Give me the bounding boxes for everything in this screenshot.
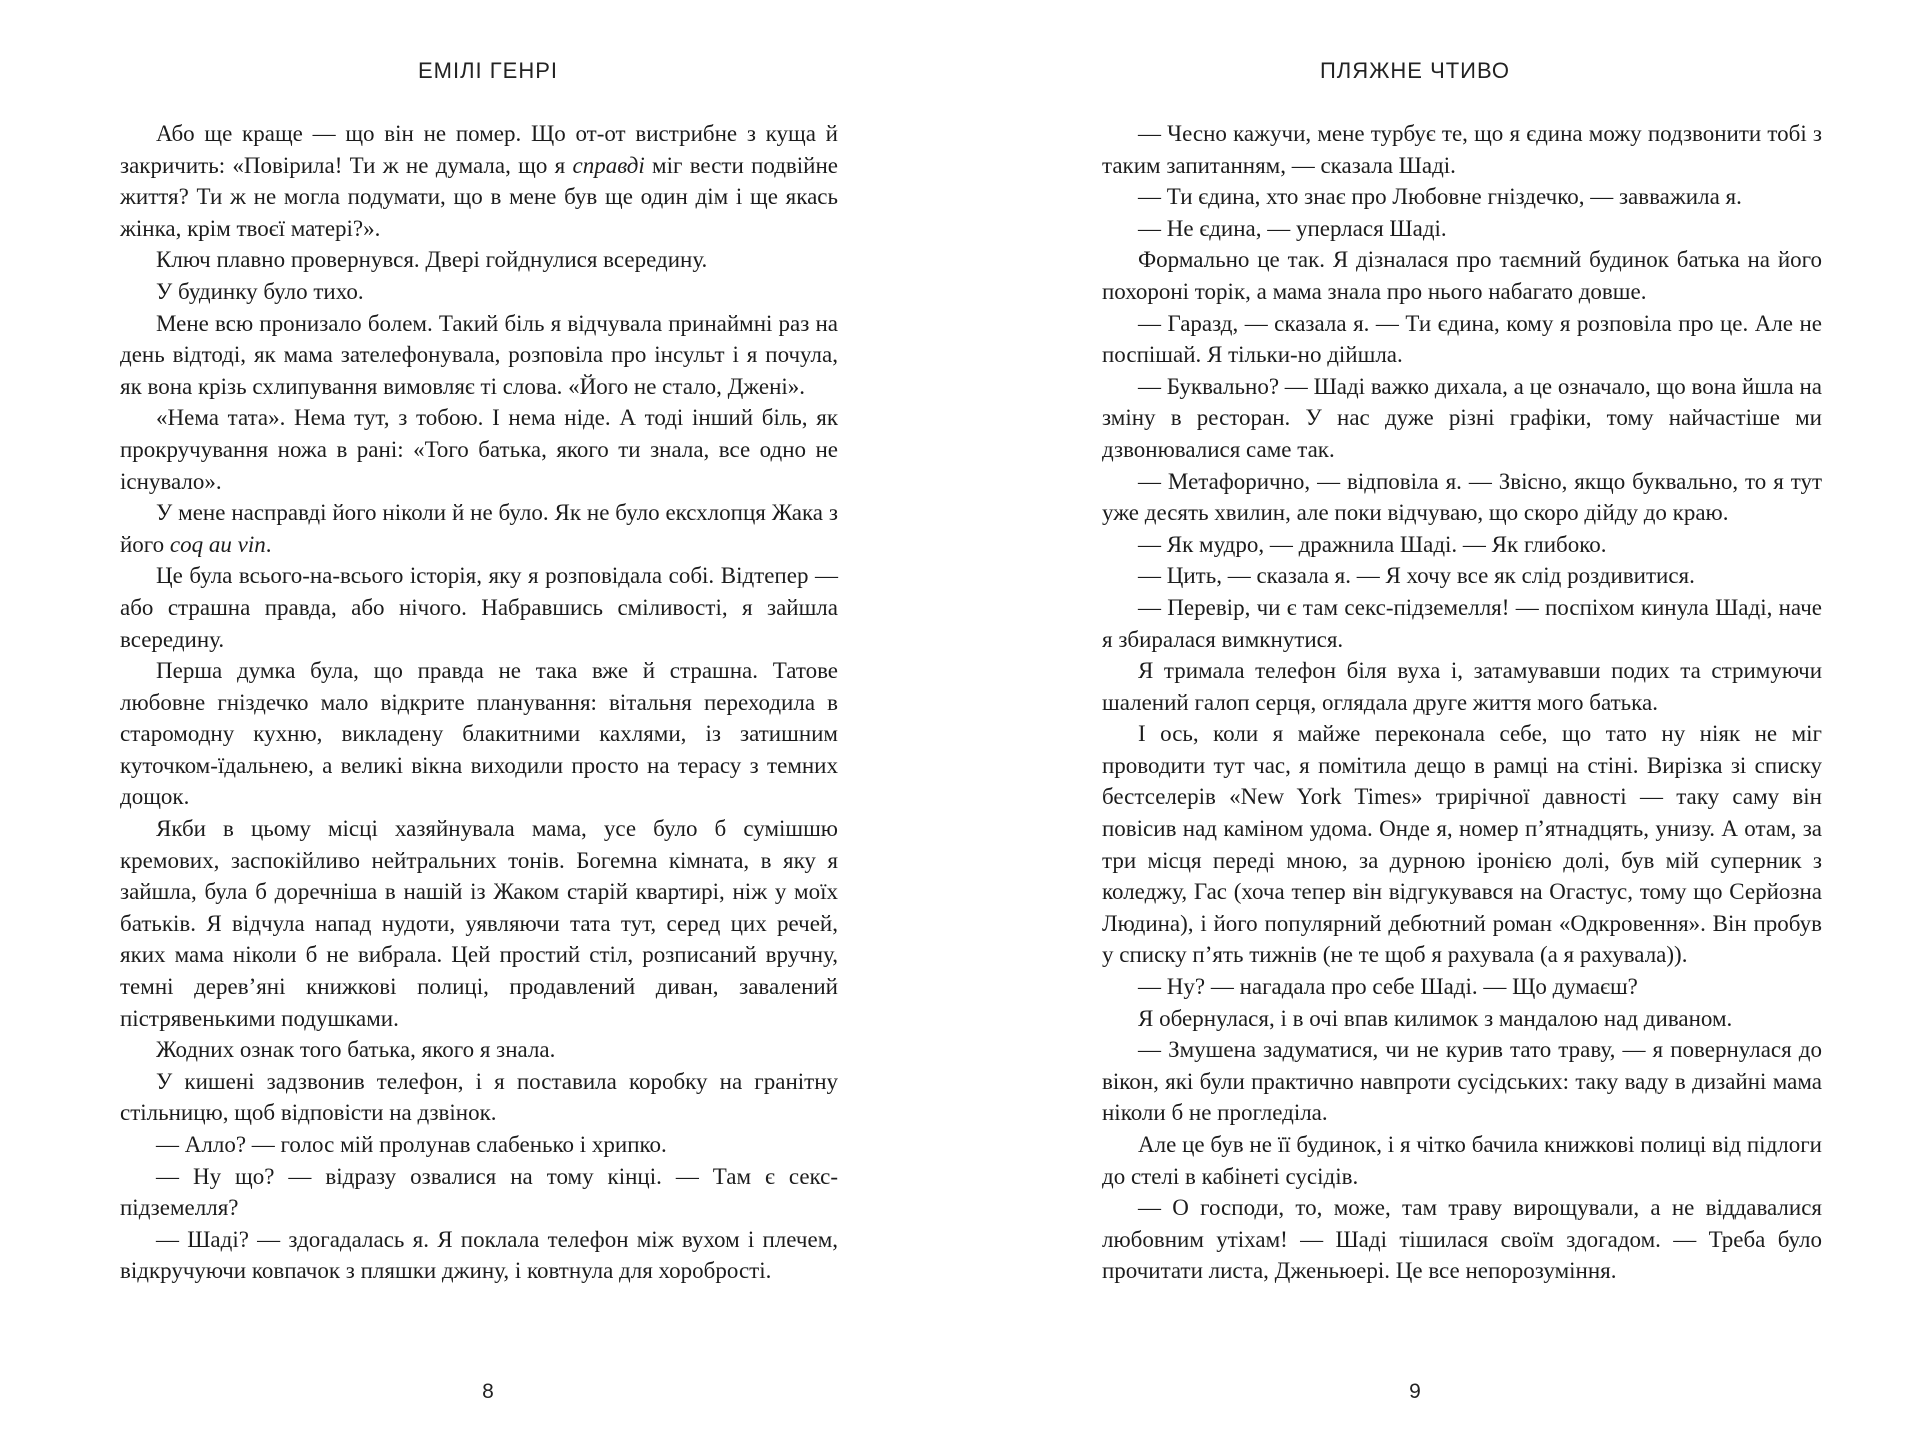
paragraph: Мене всю пронизало болем. Такий біль я відчувала принаймні раз на день відтоді, як мама зателефонувала, розповіла про інсульт і я почула, як вона крізь схлипування вимовляє ті слова. «Його не стало, Джені».	[120, 310, 838, 399]
paragraph: Я тримала телефон біля вуха і, затамувавши подих та стримуючи шалений галоп серця, оглядала друге життя мого батька.	[1102, 658, 1822, 715]
paragraph: — Ти єдина, хто знає про Любовне гніздечко, — завважила я.	[1138, 184, 1742, 210]
emphasis: справді	[572, 152, 645, 178]
left-running-head: ЕМІЛІ ГЕНРІ	[417, 58, 559, 83]
paragraph: — Не єдина, — уперлася Шаді.	[1138, 215, 1447, 241]
paragraph: — Ну що? — відразу озвалися на тому кінці. — Там є секс-підземелля?	[120, 1163, 838, 1221]
paragraph: Формально це так. Я дізналася про таємний будинок батька на його похороні торік, а мама знала про нього набагато довше.	[1102, 247, 1822, 304]
left-body-text	[120, 118, 838, 1287]
paragraph: — Алло? — голос мій пролунав слабенько і хрипко.	[156, 1132, 667, 1157]
paragraph: У будинку було тихо.	[156, 278, 364, 304]
left-page-number: 8	[482, 1380, 494, 1403]
paragraph: Перша думка була, що правда не така вже й страшна. Татове любовне гніздечко мало відкрите планування: вітальня переходила в старомодну кухню, викладену блакитними кахлями, із затишним куточком-їдальнею, а великі вікна виходили просто на терасу з темних дощок.	[120, 658, 838, 810]
paragraph: — Цить, — сказала я. — Я хочу все як слід роздивитися.	[1138, 563, 1695, 589]
emphasis: coq au vin	[169, 531, 266, 557]
paragraph: — О господи, то, може, там траву вирощували, а не віддавалися любовним утіхам! — Шаді тішилася своїм здогадом. — Треба було прочитати листа, Дженьюері. Це все непорозуміння.	[1102, 1195, 1822, 1284]
paragraph: — Метафорично, — відповіла я. — Звісно, якщо буквально, то я тут уже десять хвилин, але поки відчуваю, що скоро дійду до краю.	[1102, 468, 1822, 526]
paragraph: Якби в цьому місці хазяйнувала мама, усе було б сумішшю кремових, заспокійливо нейтральних тонів. Богемна кімната, в яку я зайшла, була б доречніша в нашій із Жаком старій квартирі, ніж у моїх батьків. Я відчула напад нудоти, уявляючи тата тут, серед цих речей, яких мама ніколи б не вибрала. Цей простий стіл, розписаний вручну, темні дерев’яні книжкові полиці, продавлений диван, завалений пістрявенькими подушками.	[120, 816, 838, 1031]
paragraph: Ключ плавно провернувся. Двері гойднулися всередину.	[156, 247, 708, 273]
paragraph: Я обернулася, і в очі впав килимок з мандалою над диваном.	[1138, 1005, 1733, 1031]
paragraph: — Перевір, чи є там секс-підземелля! — поспіхом кинула Шаді, наче я збиралася вимкнутися.	[1102, 594, 1822, 652]
paragraph: «Нема тата». Нема тут, з тобою. І нема ніде. А тоді інший біль, як прокручування ножа в рані: «Того батька, якого ти знала, все одно не існувало».	[120, 405, 838, 494]
paragraph: — Чесно кажучи, мене турбує те, що я єдина можу подзвонити тобі з таким запитанням, — сказала Шаді.	[1102, 121, 1822, 178]
right-body-text	[1102, 118, 1822, 1287]
paragraph: У кишені задзвонив телефон, і я поставила коробку на гранітну стільницю, щоб відповісти на дзвінок.	[120, 1068, 838, 1126]
paragraph: — Шаді? — здогадалась я. Я поклала телефон між вухом і плечем, відкручуючи ковпачок з пляшки джину, і ковтнула для хоробрості.	[120, 1226, 838, 1284]
paragraph: — Буквально? — Шаді важко дихала, а це означало, що вона йшла на зміну в ресторан. У нас дуже різні графіки, тому найчастіше ми дзвонювалися саме так.	[1102, 373, 1822, 462]
paragraph: — Змушена задуматися, чи не курив тато траву, — я повернулася до вікон, які були практично навпроти сусідських: таку ваду в дизайні мама ніколи б не прогледіла.	[1102, 1037, 1822, 1126]
paragraph: У мене насправді його ніколи й не було. Як не було ексхлопця Жака з його coq au vin.	[120, 500, 838, 557]
paragraph: Або ще краще — що він не помер. Що от-от вистрибне з куща й закричить: «Повірила! Ти ж не думала, що я справді міг вести подвійне життя? Ти ж не могла подумати, що в мене був ще один дім і ще якась жінка, крім твоєї матері?».	[120, 121, 838, 241]
right-page-number: 9	[1409, 1380, 1421, 1403]
paragraph: Жодних ознак того батька, якого я знала.	[156, 1037, 556, 1063]
paragraph: — Як мудро, — дражнила Шаді. — Як глибоко.	[1138, 531, 1607, 557]
right-page	[960, 0, 1920, 1440]
paragraph: І ось, коли я майже переконала себе, що тато ну ніяк не міг проводити тут час, я помітила дещо в рамці на стіні. Вирізка зі списку бестселерів «New York Times» трирічної давності — таку саму він повісив над каміном удома. Онде я, номер п’ятнадцять, унизу. А отам, за три місця переді мною, за дурною іронією долі, був мій суперник з коледжу, Гас (хоча тепер він відгукувався на Огастус, тому що Серйозна Людина), і його популярний дебютний роман «Одкровення». Він пробув у списку п’ять тижнів (не те щоб я рахувала (а я рахувала)).	[1102, 721, 1822, 968]
right-running-head: ПЛЯЖНЕ ЧТИВО	[1319, 58, 1511, 83]
paragraph: Це була всього-на-всього історія, яку я розповідала собі. Відтепер — або страшна правда, або нічого. Набравшись сміливості, я зайшла всередину.	[120, 563, 838, 652]
paragraph: — Гаразд, — сказала я. — Ти єдина, кому я розповіла про це. Але не поспішай. Я тільки-но дійшла.	[1102, 310, 1822, 368]
paragraph: — Ну? — нагадала про себе Шаді. — Що думаєш?	[1138, 974, 1638, 1000]
paragraph: Але це був не її будинок, і я чітко бачила книжкові полиці від підлоги до стелі в кабінеті сусідів.	[1102, 1132, 1822, 1189]
